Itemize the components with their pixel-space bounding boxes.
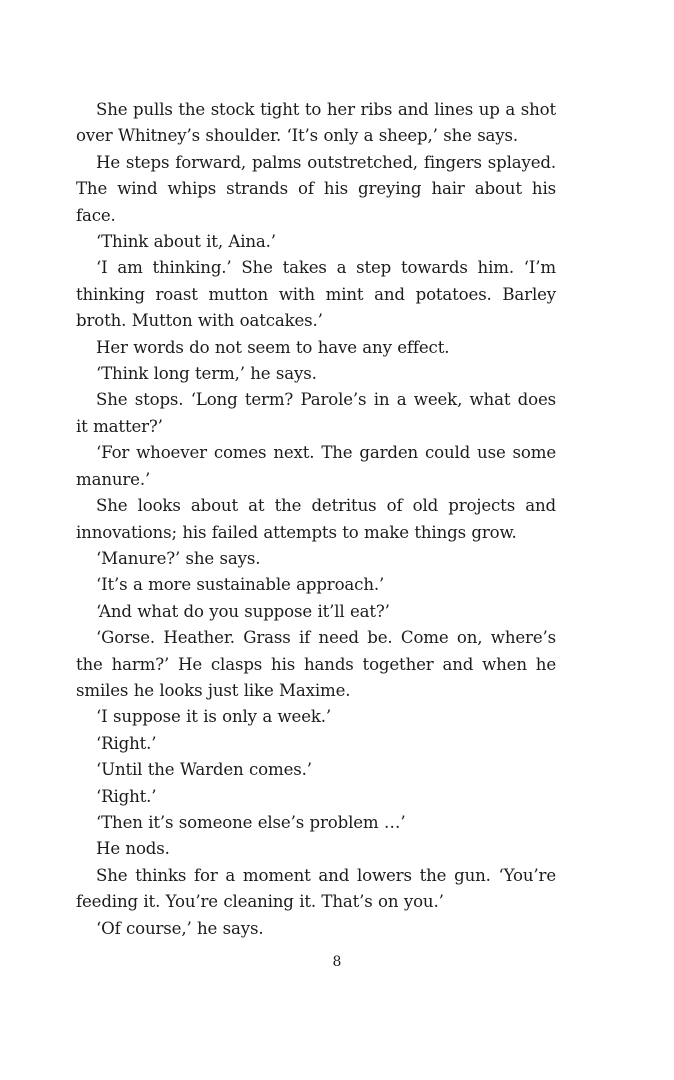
paragraph: She thinks for a moment and lowers the gun. ‘You’re feeding it. You’re cleaning it. That’s on you.’ xyxy=(76,865,556,912)
paragraph: ‘And what do you suppose it’ll eat?’ xyxy=(96,601,390,621)
paragraph: Her words do not seem to have any effect. xyxy=(96,337,450,357)
paragraph: ‘Think about it, Aina.’ xyxy=(96,232,276,252)
page-number: 8 xyxy=(332,954,342,970)
paragraph: She looks about at the detritus of old projects and innovations; his failed attempts to make things grow. xyxy=(76,496,556,542)
page-body xyxy=(76,97,556,942)
paragraph: ‘Of course,’ he says. xyxy=(96,918,264,938)
paragraph: ‘Right.’ xyxy=(96,786,157,806)
paragraph: She stops. ‘Long term? Parole’s in a week, what does it matter?’ xyxy=(76,390,556,436)
paragraph: She pulls the stock tight to her ribs and lines up a shot over Whitney’s shoulder. ‘It’s only a sheep,’ she says. xyxy=(76,100,556,146)
paragraph: ‘I am thinking.’ She takes a step towards him. ‘I’m thinking roast mutton with mint and potatoes. Barley broth. Mutton with oatcakes.’ xyxy=(76,258,556,331)
paragraph: ‘Think long term,’ he says. xyxy=(96,364,317,384)
paragraph: He nods. xyxy=(96,839,170,859)
paragraph: He steps forward, palms outstretched, fingers splayed. The wind whips strands of his greying hair about his face. xyxy=(76,152,556,225)
paragraph: ‘Until the Warden comes.’ xyxy=(96,760,312,780)
paragraph: ‘Right.’ xyxy=(96,733,157,753)
paragraph: ‘I suppose it is only a week.’ xyxy=(96,707,332,727)
paragraph: ‘Then it’s someone else’s problem …’ xyxy=(96,812,406,832)
paragraph: ‘Gorse. Heather. Grass if need be. Come on, where’s the harm?’ He clasps his hands together and when he smiles he looks just like Maxime. xyxy=(76,628,556,700)
paragraph: ‘It’s a more sustainable approach.’ xyxy=(96,575,385,595)
paragraph: ‘For whoever comes next. The garden could use some manure.’ xyxy=(76,443,556,489)
paragraph: ‘Manure?’ she says. xyxy=(96,548,261,568)
